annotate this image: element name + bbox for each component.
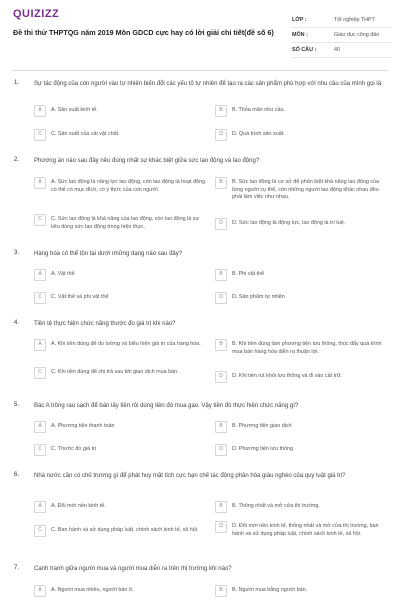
option-d[interactable] [215,522,387,538]
option-a[interactable] [34,502,206,513]
option-text: C. Ban hành và sử dụng pháp luật, chính sách kinh tế, xã hội. [51,527,199,533]
option-b[interactable] [215,340,387,356]
option-c[interactable] [34,445,206,456]
meta-row-class [292,13,392,28]
option-letter-box: A [34,269,46,281]
meta-key: LỚP : [292,17,307,23]
question-text: Sự tác động của con người vào tự nhiên biến đổi các yếu tố tự nhiên để tạo ra các sản phẩm phù hợp với nhu cầu của mình gọi là: [34,81,383,87]
option-b[interactable] [215,422,387,433]
question-number: 5. [14,402,20,408]
option-letter-box: B [215,585,227,597]
option-letter-box: B [215,421,227,433]
worksheet-title: Đề thi thử THPTQG năm 2019 Môn GDCD cực hay có lời giải chi tiết(đề số 6) [13,28,274,37]
meta-key: MÔN : [292,32,308,38]
question-text: Bác A trồng rau sạch để bán lấy tiền rồi dùng tiền đó mua gạo. Vậy tiền đó thực hiện chức năng gì? [34,403,299,409]
meta-row-count [292,43,392,58]
quizizz-logo: QUIZIZZ [13,8,60,20]
meta-value: 40 [334,47,340,53]
option-text: B. Thỏa mãn nhu cầu. [232,107,285,113]
worksheet-header [0,0,400,64]
option-text: D. Phương tiện lưu thông [232,446,294,452]
option-c[interactable] [34,368,206,379]
option-text: C. Sức lao động là khả năng của lao động, còn lao động là sự tiêu dùng sức lao động trong hiện thực. [51,216,200,230]
option-d[interactable] [215,445,387,456]
option-text: C. Vật thể và phi vật thể [51,294,109,300]
option-a[interactable] [34,422,206,433]
option-letter-box: D [215,521,227,533]
question-number: 3. [14,250,20,256]
option-text: A. Phương tiện thanh toán [51,423,115,429]
question-text: Hàng hóa có thể tồn tại dưới những dạng nào sau đây? [34,251,183,257]
option-d[interactable] [215,293,387,304]
option-b[interactable] [215,586,387,597]
option-letter-box: A [34,339,46,351]
option-a[interactable] [34,340,206,351]
option-letter-box: A [34,421,46,433]
option-letter-box: D [215,292,227,304]
question-text: Tiền tệ thực hiện chức năng thước đo giá trị khi nào? [34,321,176,327]
question-text: Nhà nước cần có chủ trương gì để phát huy mặt tích cực hạn chế tác động phân hóa giàu nghèo của quy luật giá trị? [34,473,346,479]
option-text: D. Quá trình sản xuất. [232,131,285,137]
question-number: 6. [14,472,20,478]
option-text: B. Khi tiền dùng làm phương tiện lưu thông, thúc đẩy quá trình mua bán hàng hóa diễn ra thuận lợi. [232,341,382,355]
option-letter-box: C [34,129,46,141]
option-a[interactable] [34,178,206,194]
option-text: C. Thước đo giá trị [51,446,97,452]
question-number: 4. [14,320,20,326]
header-divider [12,70,388,71]
option-b[interactable] [215,270,387,281]
option-text: D. Khi tiền rút khỏi lưu thông và đi vào cất trữ. [232,373,342,379]
option-text: A. Sức lao động là năng lực lao động, còn lao động là hoạt động có thể có mục đích, có ý thức của con người. [51,179,206,193]
question-number: 7. [14,565,20,571]
option-text: A. Người mua nhiều, người bán ít. [51,587,134,593]
option-letter-box: B [215,105,227,117]
option-d[interactable] [215,130,387,141]
option-b[interactable] [215,502,387,513]
option-text: B. Phi vật thể [232,271,265,277]
meta-value: Giáo dục công dân [334,32,380,38]
option-text: D. Sản phẩm tự nhiên [232,294,285,300]
option-c[interactable] [34,130,206,141]
option-letter-box: B [215,501,227,513]
option-text: C. Khi tiền dùng để chi trả sau khi giao dịch mua bán. [51,369,179,375]
option-letter-box: B [215,269,227,281]
option-b[interactable] [215,178,387,202]
option-letter-box: C [34,214,46,226]
option-letter-box: A [34,501,46,513]
question-text: Cạnh tranh giữa người mua và người mua diễn ra trên thị trường khi nào? [34,566,232,572]
option-d[interactable] [215,372,387,383]
option-text: A. Khi tiền dùng để đo lường và biểu hiện giá trị của hàng hóa. [51,341,201,347]
option-text: B. Phương tiện giao dịch [232,423,292,429]
meta-row-subject [292,28,392,43]
option-letter-box: C [34,444,46,456]
option-text: A. Đổi mới nền kinh tế. [51,503,106,509]
question-number: 1. [14,80,20,86]
option-text: A. Vật thể [51,271,75,277]
option-letter-box: B [215,339,227,351]
option-text: D. Đổi mới nền kinh tế, thống nhất và mở cửa thị trường, ban hành và sử dụng pháp luật, chính sách kinh tế, xã hội. [232,523,379,537]
option-d[interactable] [215,219,387,230]
worksheet-meta [292,13,392,58]
option-c[interactable] [34,526,206,537]
option-a[interactable] [34,106,206,117]
option-letter-box: D [215,218,227,230]
option-letter-box: C [34,525,46,537]
question-text: Phương án nào sau đây nêu đúng nhất sự khác biệt giữa sức lao động và lao động? [34,158,260,164]
option-text: B. Sức lao động là cơ sở để phân biệt khả năng lao động của từng người cụ thể, còn những người lao động khác nhau đều phải làm việc như nhau. [232,179,380,201]
option-letter-box: D [215,129,227,141]
option-letter-box: C [34,292,46,304]
option-letter-box: C [34,367,46,379]
option-c[interactable] [34,293,206,304]
option-a[interactable] [34,586,206,597]
option-text: C. Sản xuất của cải vật chất. [51,131,120,137]
option-c[interactable] [34,215,206,231]
option-text: D. Sức lao động là động lực, lao động là trí tuệ. [232,220,346,226]
option-a[interactable] [34,270,206,281]
meta-value: Tốt nghiệp THPT [334,17,375,23]
option-letter-box: D [215,444,227,456]
option-text: A. Sản xuất kinh tế. [51,107,98,113]
option-letter-box: A [34,585,46,597]
option-text: B. Người mua bằng người bán. [232,587,308,593]
meta-key: SỐ CÂU : [292,47,317,53]
option-letter-box: A [34,177,46,189]
option-b[interactable] [215,106,387,117]
option-letter-box: D [215,371,227,383]
option-letter-box: B [215,177,227,189]
option-text: B. Thông nhất và mở cửa thị trường. [232,503,320,509]
question-number: 2. [14,157,20,163]
option-letter-box: A [34,105,46,117]
